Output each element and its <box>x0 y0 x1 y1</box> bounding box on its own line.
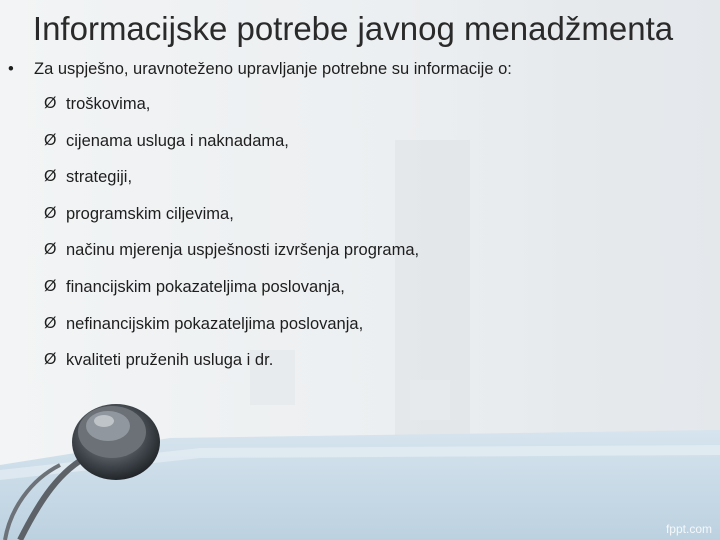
list-item-text: financijskim pokazateljima poslovanja, <box>66 277 345 296</box>
watermark-text: fppt.com <box>665 522 712 536</box>
intro-line <box>8 60 512 79</box>
bullet-list <box>44 92 419 385</box>
list-item-text: programskim ciljevima, <box>66 204 234 223</box>
list-item-text: načinu mjerenja uspješnosti izvršenja programa, <box>66 241 420 260</box>
arrow-bullet-icon: Ø <box>44 168 57 186</box>
list-item <box>44 129 419 166</box>
arrow-bullet-icon: Ø <box>44 131 57 149</box>
bullet-dot: • <box>8 60 14 78</box>
arrow-bullet-icon: Ø <box>44 204 57 222</box>
list-item <box>44 312 419 349</box>
arrow-bullet-icon: Ø <box>44 241 57 259</box>
slide-title: Informacijske potrebe javnog menadžmenta <box>32 10 674 47</box>
list-item <box>44 202 419 239</box>
list-item-text: nefinancijskim pokazateljima poslovanja, <box>66 314 364 333</box>
arrow-bullet-icon: Ø <box>44 351 57 369</box>
intro-text: Za uspješno, uravnoteženo upravljanje potrebne su informacije o: <box>34 60 512 78</box>
list-item-text: kvaliteti pruženih usluga i dr. <box>66 351 274 370</box>
list-item <box>44 238 419 275</box>
list-item <box>44 348 419 385</box>
list-item-text: strategiji, <box>66 168 133 187</box>
arrow-bullet-icon: Ø <box>44 314 57 332</box>
list-item-text: cijenama usluga i naknadama, <box>66 131 289 150</box>
arrow-bullet-icon: Ø <box>44 277 57 295</box>
list-item <box>44 165 419 202</box>
arrow-bullet-icon: Ø <box>44 95 57 112</box>
list-item <box>44 92 419 129</box>
list-item <box>44 275 419 312</box>
list-item-text: troškovima, <box>66 95 151 113</box>
